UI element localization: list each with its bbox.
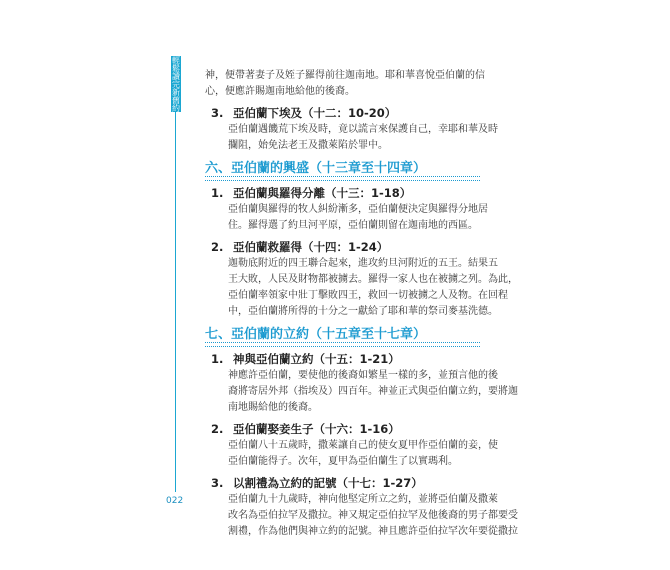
section-title: 七、亞伯蘭的立約（十五章至十七章） <box>205 327 427 342</box>
subsection-title: 亞伯蘭娶妾生子（十六：1-16） <box>233 422 400 436</box>
subsection-heading <box>211 239 480 255</box>
paragraph <box>205 122 498 154</box>
paragraph <box>205 492 518 540</box>
section-heading <box>205 326 480 346</box>
text-line: 神應許亞伯蘭，要使他的後裔如繁星一樣的多，並預言他的後 <box>228 370 498 381</box>
subsection-title: 神與亞伯蘭立約（十五：1-21） <box>233 352 400 366</box>
subsection-title: 以割禮為立約的記號（十七：1-27） <box>233 476 423 490</box>
text-line: 亞伯蘭八十五歲時，撒萊讓自己的使女夏甲作亞伯蘭的妾，使 <box>228 440 498 451</box>
subsection-heading <box>211 351 480 367</box>
text-line: 亞伯蘭與羅得的牧人糾紛漸多，亞伯蘭便決定與羅得分地居 <box>228 204 488 215</box>
text-line: 南地賜給他的後裔。 <box>228 402 318 413</box>
subsection-number: 2. <box>211 240 224 254</box>
subsection-title: 亞伯蘭與羅得分離（十三：1-18） <box>233 186 412 200</box>
text-line: 改名為亞伯拉罕及撒拉。神又規定亞伯拉罕及他後裔的男子都要受 <box>228 510 518 521</box>
subsection-heading <box>211 421 480 437</box>
subsection-heading <box>211 185 480 201</box>
heading-rule <box>205 176 480 181</box>
text-line: 亞伯蘭九十九歲時，神向他堅定所立之約，並將亞伯蘭及撒萊 <box>228 494 498 505</box>
text-line: 心，便應許賜迦南地給他的後裔。 <box>205 86 355 97</box>
paragraph <box>205 438 498 470</box>
text-line: 神，便帶著妻子及姪子羅得前往迦南地。耶和華喜悅亞伯蘭的信 <box>205 70 485 81</box>
text-line: 攔阻，始免法老王及撒萊陷於罪中。 <box>228 140 388 151</box>
subsection-heading <box>211 475 480 491</box>
section-heading <box>205 160 480 180</box>
text-line: 中，亞伯蘭將所得的十分之一獻給了耶和華的祭司麥基洗德。 <box>228 306 498 317</box>
subsection-title: 亞伯蘭救羅得（十四：1-24） <box>233 240 389 254</box>
subsection-number: 2. <box>211 422 224 436</box>
subsection-heading <box>211 105 480 121</box>
text-line: 亞伯蘭率領家中壯丁擊敗四王，救回一切被擄之人及物。在回程 <box>228 290 508 301</box>
paragraph <box>205 256 518 320</box>
page-number: 022 <box>166 496 184 506</box>
subsection-number: 3. <box>211 476 224 490</box>
margin-rule <box>175 112 176 492</box>
subsection-number: 1. <box>211 352 224 366</box>
text-line: 迦勒底附近的四王聯合起來，進攻約旦河附近的五王。結果五 <box>228 258 498 269</box>
text-line: 住。羅得選了約旦河平原，亞伯蘭則留在迦南地的西區。 <box>228 220 478 231</box>
paragraph <box>205 202 488 234</box>
text-line: 亞伯蘭能得子。次年，夏甲為亞伯蘭生了以實瑪利。 <box>228 456 458 467</box>
section-title: 六、亞伯蘭的興盛（十三章至十四章） <box>205 161 427 176</box>
paragraph <box>205 368 518 416</box>
subsection-number: 3. <box>211 106 224 120</box>
subsection-title: 亞伯蘭下埃及（十二：10-20） <box>233 106 397 120</box>
text-line: 裔將寄居外邦（指埃及）四百年。神並正式與亞伯蘭立約，要將迦 <box>228 386 518 397</box>
heading-rule <box>205 342 480 347</box>
page-body <box>205 68 518 540</box>
text-line: 王大敗，人民及財物都被擄去。羅得一家人也在被擄之列。為此， <box>228 274 518 285</box>
book-title-tab: 輕鬆讀完新舊約 <box>171 56 181 112</box>
text-line: 割禮，作為他們與神立約的記號。神且應許亞伯拉罕次年要從撒拉 <box>228 526 518 537</box>
intro-paragraph <box>205 68 485 100</box>
text-line: 亞伯蘭遇饑荒下埃及時，竟以謊言來保護自己，幸耶和華及時 <box>228 124 498 135</box>
subsection-number: 1. <box>211 186 224 200</box>
